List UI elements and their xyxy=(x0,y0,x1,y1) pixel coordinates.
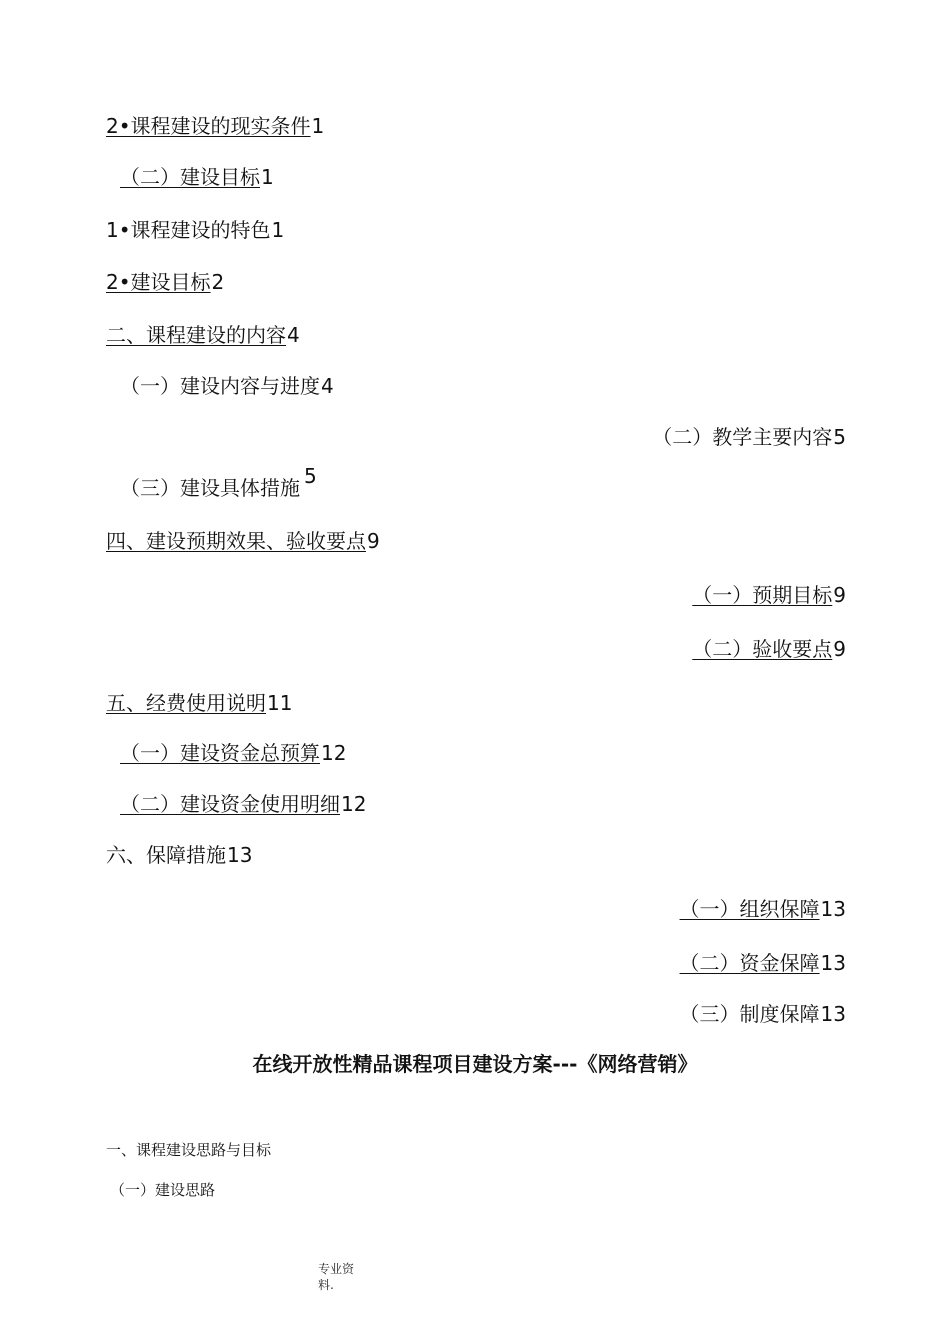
toc-entry[interactable] xyxy=(106,113,324,139)
toc-entry[interactable] xyxy=(120,740,346,766)
toc-entry-title: 六、保障措施 xyxy=(106,843,226,867)
toc-entry-title[interactable]: （一）建设资金总预算 xyxy=(120,741,320,765)
toc-entry xyxy=(106,842,252,868)
toc-entry[interactable] xyxy=(680,950,846,976)
toc-entry-title: （三）制度保障 xyxy=(679,1002,820,1026)
toc-entry-page: 12 xyxy=(341,792,367,816)
toc-entry-page: 1 xyxy=(311,114,325,138)
toc-entry xyxy=(120,373,334,399)
toc-entry-title[interactable]: 2•课程建设的现实条件 xyxy=(106,114,311,138)
toc-entry[interactable] xyxy=(120,164,274,190)
toc-entry-title[interactable]: 二、课程建设的内容 xyxy=(106,323,286,347)
toc-entry-page: 13 xyxy=(227,843,253,867)
toc-entry-page: 1 xyxy=(271,218,285,242)
toc-entry-title[interactable]: 五、经费使用说明 xyxy=(106,691,266,715)
toc-entry-title[interactable]: （二）资金保障 xyxy=(679,951,820,975)
toc-entry-page: 5 xyxy=(304,464,317,488)
toc-entry-title[interactable]: （一）预期目标 xyxy=(692,583,833,607)
toc-entry-page: 11 xyxy=(267,691,293,715)
toc-entry[interactable] xyxy=(120,791,366,817)
toc-entry[interactable] xyxy=(680,896,846,922)
toc-entry-title[interactable]: （二）验收要点 xyxy=(692,637,833,661)
toc-entry[interactable] xyxy=(106,528,380,554)
footer-line: 专业资 xyxy=(318,1262,355,1276)
toc-entry-page: 2 xyxy=(211,270,225,294)
toc-entry-page: 4 xyxy=(321,374,334,398)
subsection-heading: （一）建设思路 xyxy=(110,1181,216,1199)
toc-entry-title: （二）教学主要内容 xyxy=(652,425,833,449)
toc-entry xyxy=(106,217,284,243)
footer-line: 料. xyxy=(318,1278,334,1292)
toc-entry-page: 9 xyxy=(367,529,380,553)
toc-entry-page: 13 xyxy=(820,897,846,921)
toc-entry xyxy=(120,464,317,501)
toc-entry-page: 13 xyxy=(820,951,846,975)
section-heading: 一、课程建设思路与目标 xyxy=(106,1141,272,1159)
toc-entry-title: （一）建设内容与进度 xyxy=(120,374,320,398)
toc-entry[interactable] xyxy=(106,269,224,295)
toc-entry[interactable] xyxy=(106,322,300,348)
document-title: 在线开放性精品课程项目建设方案---《网络营销》 xyxy=(252,1052,698,1076)
toc-entry[interactable] xyxy=(692,582,846,608)
toc-entry xyxy=(680,1001,846,1027)
toc-entry-page: 4 xyxy=(287,323,300,347)
toc-entry-page: 12 xyxy=(321,741,347,765)
toc-entry[interactable] xyxy=(106,690,292,716)
toc-entry-page: 1 xyxy=(261,165,274,189)
page-footer xyxy=(318,1261,354,1293)
toc-entry-title[interactable]: 四、建设预期效果、验收要点 xyxy=(106,529,366,553)
toc-entry-page: 13 xyxy=(820,1002,846,1026)
toc-entry-title: 1•课程建设的特色 xyxy=(106,218,271,242)
toc-entry-title[interactable]: （一）组织保障 xyxy=(679,897,820,921)
toc-entry-title[interactable]: （二）建设目标 xyxy=(120,165,260,189)
toc-entry-title: （三）建设具体措施 xyxy=(120,476,300,500)
toc-entry-title[interactable]: 2•建设目标 xyxy=(106,270,211,294)
toc-entry-title[interactable]: （二）建设资金使用明细 xyxy=(120,792,340,816)
toc-entry-page: 5 xyxy=(833,425,846,449)
toc-entry xyxy=(652,424,846,450)
toc-entry[interactable] xyxy=(692,636,846,662)
toc-entry-page: 9 xyxy=(833,637,846,661)
toc-entry-page: 9 xyxy=(833,583,846,607)
